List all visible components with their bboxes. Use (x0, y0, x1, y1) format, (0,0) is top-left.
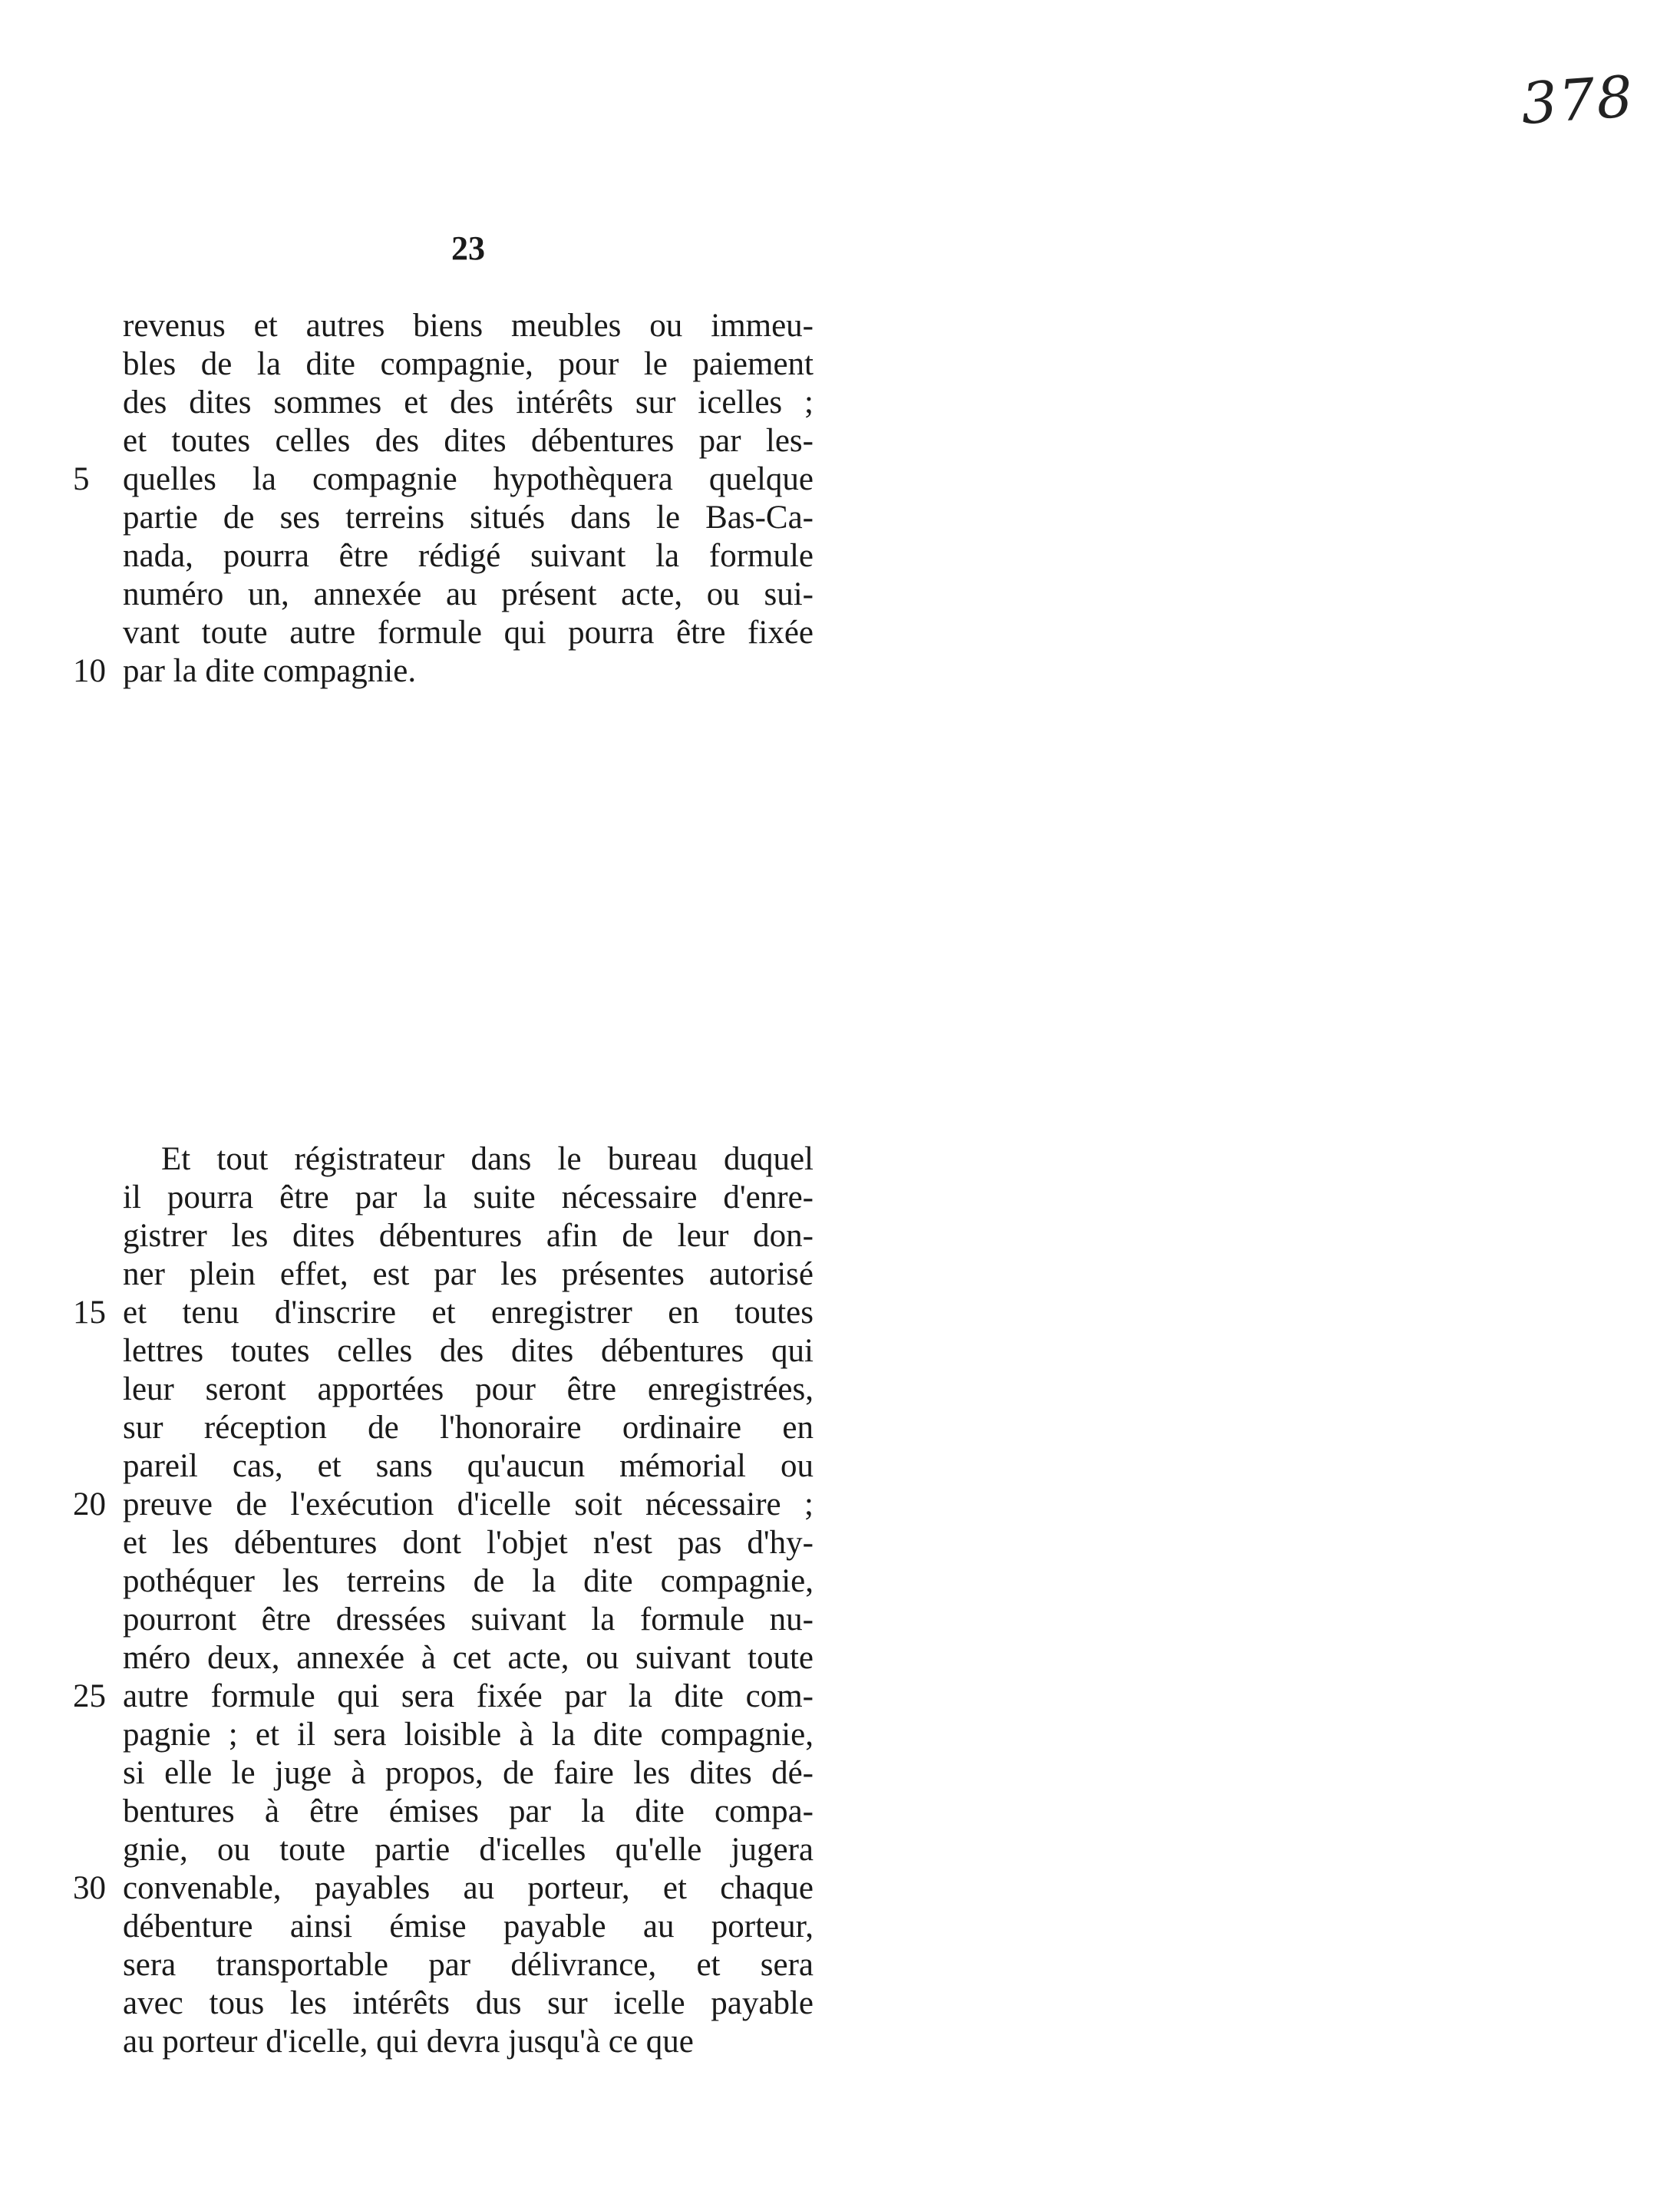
text-line (123, 1716, 814, 1754)
line-text: méro deux, annexée à cet acte, ou suivant toute (123, 1640, 814, 1676)
line-text: avec tous les intérêts dus sur icelle payable (123, 1985, 814, 2021)
paragraph-1 (73, 307, 814, 691)
text-line (123, 1984, 814, 2023)
handwritten-folio-number: 378 (1518, 63, 1636, 138)
line-text: partie de ses terreins situés dans le Bas-Ca- (123, 500, 814, 536)
text-line (123, 1793, 814, 1831)
line-text: sera transportable par délivrance, et sera (123, 1947, 814, 1983)
text-line (73, 460, 814, 499)
line-text: pothéquer les terreins de la dite compagnie, (123, 1563, 814, 1599)
line-text: ner plein effet, est par les présentes autorisé (123, 1256, 814, 1292)
text-line (123, 499, 814, 537)
line-text: vant toute autre formule qui pourra être fixée (123, 615, 814, 651)
line-text: nada, pourra être rédigé suivant la formule (123, 538, 814, 574)
text-line (123, 1447, 814, 1486)
text-line (123, 1601, 814, 1639)
text-line (123, 1371, 814, 1409)
text-line (123, 1754, 814, 1793)
text-line (123, 1179, 814, 1217)
line-text: sur réception de l'honoraire ordinaire en (123, 1410, 814, 1446)
line-text: et les débentures dont l'objet n'est pas d'hy- (123, 1525, 814, 1561)
text-line (123, 537, 814, 576)
text-line (73, 1677, 814, 1716)
line-text: lettres toutes celles des dites débentures qui (123, 1333, 814, 1369)
line-text: quelles la compagnie hypothèquera quelque (123, 461, 814, 497)
line-text: bentures à être émises par la dite compa- (123, 1793, 814, 1829)
text-line (123, 576, 814, 614)
line-text: preuve de l'exécution d'icelle soit nécessaire ; (123, 1486, 814, 1522)
line-text: au porteur d'icelle, qui devra jusqu'à ce que (123, 2024, 694, 2060)
line-text: il pourra être par la suite nécessaire d'enre- (123, 1179, 814, 1216)
page-number: 23 (451, 229, 485, 267)
text-line (123, 1831, 814, 1869)
text-line (73, 1869, 814, 1908)
line-text: débenture ainsi émise payable au porteur, (123, 1908, 814, 1945)
text-line (123, 2023, 814, 2061)
line-text: par la dite compagnie. (123, 653, 417, 689)
text-line (123, 1255, 814, 1294)
line-text: et toutes celles des dites débentures par les- (123, 423, 814, 459)
paragraph-2 (73, 1140, 814, 2061)
line-number: 15 (73, 1295, 106, 1331)
text-line (123, 614, 814, 652)
line-text: revenus et autres biens meubles ou immeu- (123, 308, 814, 344)
text-line (73, 1486, 814, 1524)
line-number: 20 (73, 1486, 106, 1522)
line-text: pareil cas, et sans qu'aucun mémorial ou (123, 1448, 814, 1484)
line-text: et tenu d'inscrire et enregistrer en toutes (123, 1295, 814, 1331)
line-text: pourront être dressées suivant la formule nu- (123, 1601, 814, 1638)
line-text: gnie, ou toute partie d'icelles qu'elle jugera (123, 1832, 814, 1868)
line-text: gistrer les dites débentures afin de leur don- (123, 1218, 814, 1254)
text-line (123, 422, 814, 460)
text-line (123, 1908, 814, 1946)
line-number: 5 (73, 461, 90, 497)
text-line (123, 1562, 814, 1601)
line-text: autre formule qui sera fixée par la dite com- (123, 1678, 814, 1714)
line-number: 30 (73, 1870, 106, 1906)
text-line (123, 1639, 814, 1677)
line-text: pagnie ; et il sera loisible à la dite compagnie, (123, 1717, 814, 1753)
line-text: si elle le juge à propos, de faire les dites dé- (123, 1755, 814, 1791)
text-line (123, 384, 814, 422)
text-line (123, 1524, 814, 1562)
line-text: des dites sommes et des intérêts sur icelles ; (123, 384, 814, 421)
text-line (73, 652, 814, 691)
text-line (123, 1332, 814, 1371)
text-line (123, 1409, 814, 1447)
text-line (73, 1294, 814, 1332)
text-line (123, 1140, 814, 1179)
line-number: 25 (73, 1678, 106, 1714)
line-text: Et tout régistrateur dans le bureau duquel (161, 1141, 814, 1177)
text-line (123, 345, 814, 384)
text-line (123, 307, 814, 345)
line-text: bles de la dite compagnie, pour le paiement (123, 346, 814, 382)
line-text: convenable, payables au porteur, et chaque (123, 1870, 814, 1906)
line-number: 10 (73, 653, 106, 689)
line-text: leur seront apportées pour être enregistrées, (123, 1371, 814, 1407)
text-line (123, 1946, 814, 1984)
line-text: numéro un, annexée au présent acte, ou sui- (123, 576, 814, 612)
text-line (123, 1217, 814, 1255)
